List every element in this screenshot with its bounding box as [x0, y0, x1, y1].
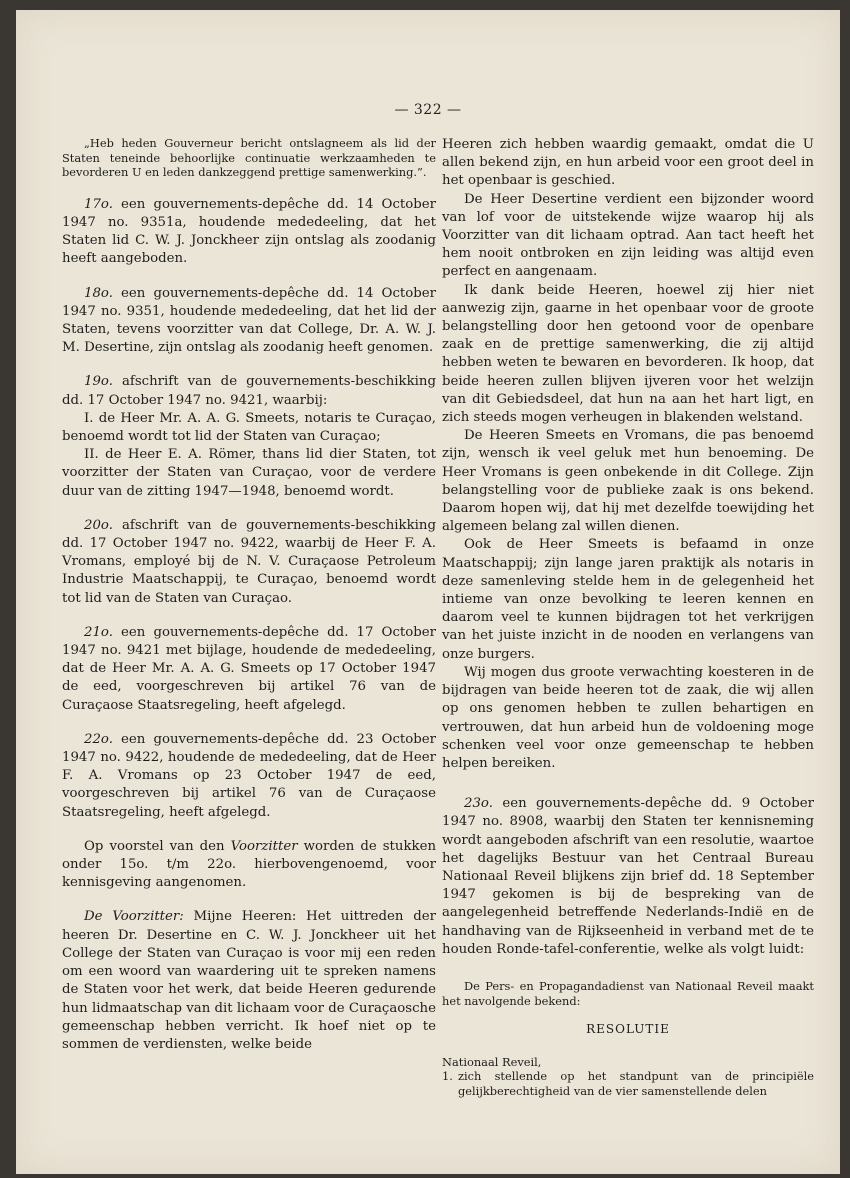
resolution-item-1 — [442, 1069, 814, 1098]
item-17 — [62, 196, 436, 269]
item-number: 21o. — [84, 624, 113, 640]
voorzitter-emphasis: Voorzitter — [230, 838, 298, 854]
item-19-sub-2: II. de Heer E. A. Römer, thans lid dier Staten, tot voorzitter der Staten van Curaçao, voor de verdere duur van de zitting 1947—1948, benoemd wordt. — [62, 447, 436, 499]
item-number: 22o. — [84, 731, 113, 747]
item-text: afschrift van de gouvernements-beschikking dd. 17 October 1947 no. 9421, waarbij: — [62, 374, 436, 408]
speech-desertine: De Heer Desertine verdient een bijzonder woord van lof voor de uitstekende wijze waarop hij als Voorzitter van dit lichaam optrad. Aan tact heeft het hem nooit ontbroken en zijn leiding was altijd even perfect en aangenaam. — [442, 191, 814, 280]
item-text: een gouvernements-depêche dd. 17 October 1947 no. 9421 met bijlage, houdende de mededeeling, dat de Heer Mr. A. A. G. Smeets op 17 October 1947 de eed, voorgeschreven bij artikel 76 van de Curaçaose Staatsregeling, heeft afgelegd. — [62, 624, 436, 713]
item-text: een gouvernements-depêche dd. 14 October 1947 no. 9351a, houdende mededeeling, dat het Staten lid C. W. J. Jonckheer zijn ontslag als zoodanig heeft aangeboden. — [62, 196, 436, 267]
item-number: 18o. — [84, 285, 113, 301]
left-column — [62, 136, 436, 1054]
list-text: zich stellende op het standpunt van de principiële gelijkberechtigheid van de vier samenstellende delen — [458, 1069, 814, 1098]
speech-thanks: Ik dank beide Heeren, hoewel zij hier niet aanwezig zijn, gaarne in het openbaar voor de groote belangstelling door hen getoond voor de openbare zaak en de prettige samenwerking, die zij altijd hebben weten te bewaren en bevorderen. Ik hoop, dat beide heeren zullen blijven ijveren voor het welzijn van dit Gebiedsdeel, dat hun na aan het hart ligt, en zich steeds mogen verheugen in blakenden welstand. — [442, 282, 814, 426]
item-number: 23o. — [464, 796, 493, 812]
page-number: — 322 — — [394, 102, 462, 118]
resolution-org: Nationaal Reveil, — [442, 1054, 542, 1069]
item-18 — [62, 285, 436, 358]
item-19 — [62, 373, 436, 409]
speaker-label: De Voorzitter: — [84, 909, 184, 925]
speech-smeets: Ook de Heer Smeets is befaamd in onze Maatschappij; zijn lange jaren praktijk als notaris in deze samenleving stelde hem in de gelegenheid het intieme van onze bevolking te leeren kennen en daarom veel te kunnen bijdragen tot het verkrijgen van het juiste inzicht in de nooden en verlangens van onze burgers. — [442, 537, 814, 662]
item-21 — [62, 624, 436, 715]
speech-continuation: Heeren zich hebben waardig gemaakt, omdat die U allen bekend zijn, en hun arbeid voor een groot deel in het openbaar is geschied. — [442, 137, 814, 189]
voorstel-paragraph: Op voorstel van den Voorzitter worden de stukken onder 15o. t/m 22o. hierbovengenoemd, voor kennisgeving aangenomen. — [62, 838, 437, 891]
right-column — [442, 136, 814, 1099]
telegram-quote: „Heb heden Gouverneur bericht ontslagneem als lid der Staten teneinde behoorlijke continuatie werkzaamheden te bevorderen U en leden dankzeggend prettige samenwerking.”. — [62, 136, 436, 180]
voorzitter-speech: De Voorzitter: Mijne Heeren: Het uittreden der heeren Dr. Desertine en C. W. J. Jonckheer uit het College der Staten van Curaçao is voor mij een reden om een woord van waardering uit te spreken namens de Staten voor het werk, dat beide Heeren gedurende hun lidmaatschap van dit lichaam voor de Curaçaosche gemeenschap hebben verricht. Ik hoef niet op te sommen de verdiensten, welke beide — [62, 909, 436, 1052]
item-20 — [62, 517, 436, 608]
item-text: een gouvernements-depêche dd. 23 October 1947 no. 9422, houdende de mededeeling, dat de Heer F. A. Vromans op 23 October 1947 de eed, voorgeschreven bij artikel 76 van de Curaçaose Staatsregeling, heeft afgelegd. — [62, 731, 436, 820]
item-19-sub-1: I. de Heer Mr. A. A. G. Smeets, notaris te Curaçao, benoemd wordt tot lid der Staten van Curaçao; — [62, 410, 436, 445]
item-number: 20o. — [84, 517, 113, 533]
item-23 — [442, 795, 814, 959]
resolution-title: RESOLUTIE — [586, 1022, 670, 1037]
item-number: 19o. — [84, 374, 113, 390]
speech-expectations: Wij mogen dus groote verwachting koesteren in de bijdragen van beide heeren tot de zaak, die wij allen op ons genomen hebben te zullen behartigen en vertrouwen, dat hun arbeid hun de voldoening moge schenken veel voor onze gemeenschap te hebben helpen bereiken. — [442, 664, 814, 771]
item-text: een gouvernements-depêche dd. 14 October 1947 no. 9351, houdende mededeeling, dat het lid der Staten, tevens voorzitter van dat College, Dr. A. W. J. M. Desertine, zijn ontslag als zoodanig heeft genomen. — [62, 285, 436, 356]
press-notice: De Pers- en Propagandadienst van Nationaal Reveil maakt het navolgende bekend: — [442, 978, 814, 1008]
item-22 — [62, 731, 436, 822]
item-number: 17o. — [84, 196, 113, 212]
item-text: afschrift van de gouvernements-beschikking dd. 17 October 1947 no. 9422, waarbij de Heer F. A. Vromans, employé bij de N. V. Curaçaose Petroleum Industrie Maatschappij, te Curaçao, benoemd wordt tot lid van de Staten van Curaçao. — [62, 517, 436, 606]
list-number: 1. — [442, 1069, 453, 1084]
speech-new-members: De Heeren Smeets en Vromans, die pas benoemd zijn, wensch ik veel geluk met hun benoeming. De Heer Vromans is geen onbekende in dit College. Zijn belangstelling voor de publieke zaak is ons bekend. Daarom hopen wij, dat hij met dezelfde toewijding het algemeen belang zal willen dienen. — [442, 428, 814, 535]
document-page — [16, 10, 840, 1174]
item-text: een gouvernements-depêche dd. 9 October 1947 no. 8908, waarbij den Staten ter kennisneming wordt aangeboden afschrift van een resolutie, waartoe het dagelijks Bestuur van het Centraal Bureau Nationaal Reveil blijkens zijn brief dd. 18 September 1947 gekomen is bij de bespreking van de aangelegenheid betreffende Nederlands-Indië en de handhaving van de Rijkseenheid in verband met de te houden Ronde-tafel-conferentie, welke als volgt luidt: — [442, 796, 814, 957]
